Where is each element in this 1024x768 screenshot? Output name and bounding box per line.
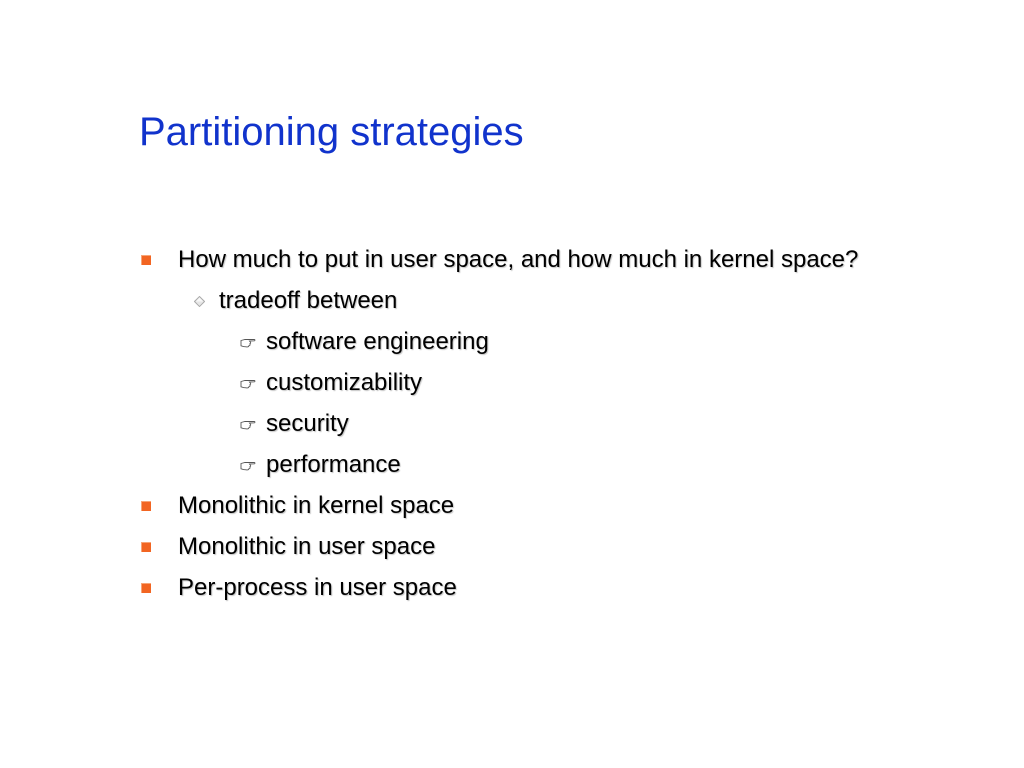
sub-sub-bullet-item [240,328,489,356]
sub-sub-bullet-text: software engineering [266,328,489,355]
slide-title: Partitioning strategies [139,110,524,154]
sub-sub-bullet-item [240,410,349,438]
orange-square-bullet-icon [141,501,151,511]
bullet-item [139,574,457,602]
pointing-hand-icon [240,377,256,389]
bullet-item [139,246,858,274]
sub-sub-bullet-text: performance [266,451,401,478]
bullet-item [139,533,435,561]
bullet-text: Per-process in user space [178,574,457,601]
orange-square-bullet-icon [141,542,151,552]
bullet-item [139,492,454,520]
pointing-hand-icon [240,418,256,430]
bullet-text: Monolithic in kernel space [178,492,455,519]
sub-sub-bullet-text: customizability [266,369,423,396]
sub-sub-bullet-item [240,369,422,397]
pointing-hand-icon [240,336,256,348]
bullet-text: Monolithic in user space [178,533,436,560]
orange-square-bullet-icon [141,583,151,593]
bullet-text: How much to put in user space, and how much in kernel space? [178,246,859,273]
diamond-bullet-icon [194,296,205,307]
pointing-hand-icon [240,459,256,471]
sub-bullet-text: tradeoff between [219,287,398,314]
orange-square-bullet-icon [141,255,151,265]
sub-sub-bullet-item [240,451,401,479]
sub-bullet-item [192,287,397,315]
sub-sub-bullet-text: security [266,410,349,437]
